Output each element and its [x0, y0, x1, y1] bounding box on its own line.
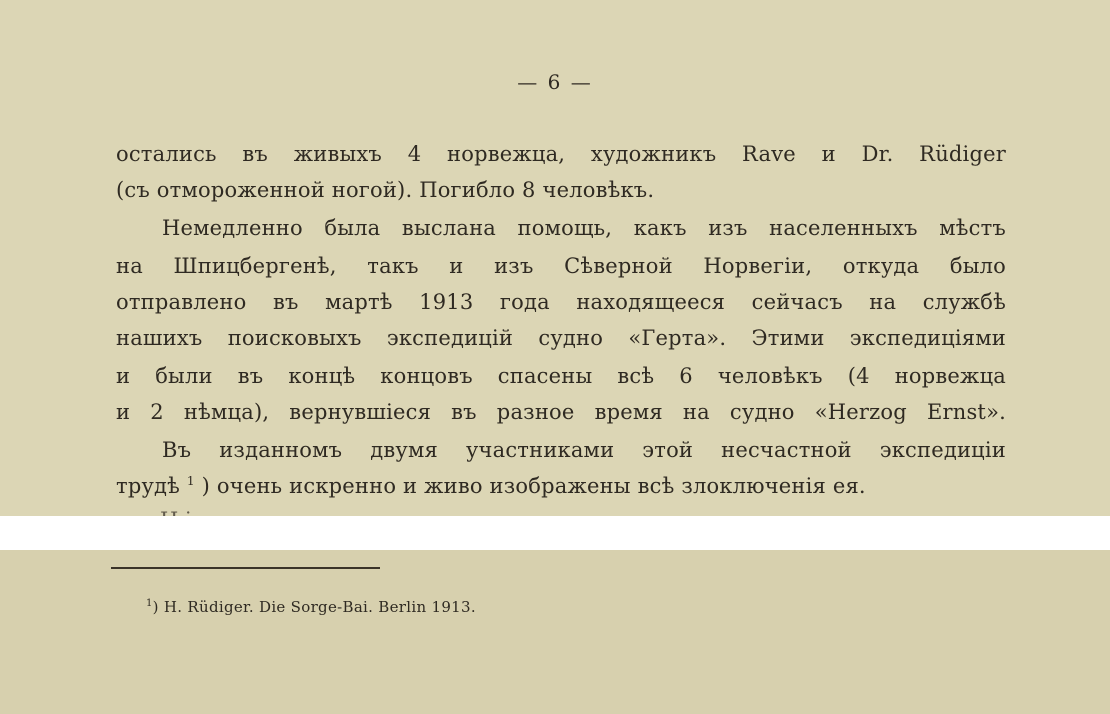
- text-line-1: остались въ живыхъ 4 норвежца, художникъ Rave и Dr. Rüdiger: [116, 142, 1006, 166]
- footnote: [146, 598, 476, 616]
- text-line-8: и 2 нѣмца), вернувшіеся въ разное время на судно «Herzog Ernst».: [116, 400, 1006, 424]
- footnote-reference-marker: 1: [186, 474, 195, 488]
- text-line-5: отправлено въ мартѣ 1913 года находящееся сейчасъ на службѣ: [116, 290, 1006, 314]
- footnote-text: ) H. Rüdiger. Die Sorge-Bai. Berlin 1913.: [152, 598, 476, 616]
- text-line-10: [116, 476, 1006, 497]
- partially-cropped-line: [160, 504, 1000, 516]
- text-line-2: (съ отмороженной ногой). Погибло 8 человѣкъ.: [116, 178, 655, 202]
- footnote-separator-rule: [111, 567, 380, 569]
- page-lower-section: [0, 550, 1110, 714]
- text-line-7: и были въ концѣ концовъ спасены всѣ 6 человѣкъ (4 норвежца: [116, 364, 1006, 388]
- scan-gap: [0, 516, 1110, 550]
- text-line-9: Въ изданномъ двумя участниками этой несчастной экспедиціи: [162, 438, 1006, 462]
- text-line-4: на Шпицбергенѣ, такъ и изъ Сѣверной Норвегіи, откуда было: [116, 254, 1006, 278]
- text-line-6: нашихъ поисковыхъ экспедицій судно «Герта». Этими экспедиціями: [116, 326, 1006, 350]
- footnote-marker: 1: [146, 598, 153, 609]
- text-line-10-end: ) очень искренно и живо изображены всѣ злоключенія ея.: [201, 474, 866, 498]
- text-line-10-start: трудѣ: [116, 474, 181, 498]
- page-number: — 6 —: [517, 70, 593, 94]
- text-line-3: Немедленно была выслана помощь, какъ изъ населенныхъ мѣстъ: [162, 216, 1006, 240]
